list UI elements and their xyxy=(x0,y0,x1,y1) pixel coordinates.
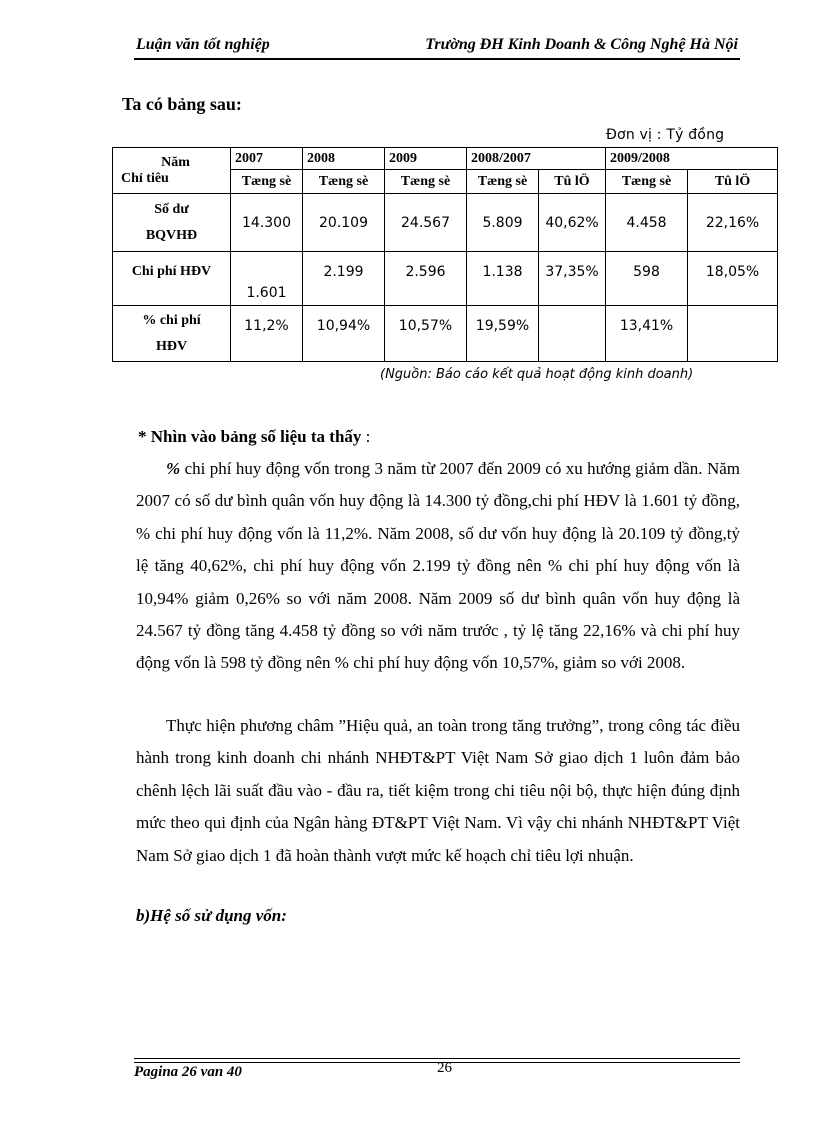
row-label xyxy=(113,194,231,252)
table-cell: 20.109 xyxy=(303,194,385,252)
table-cell xyxy=(688,306,778,362)
table-cell: 22,16% xyxy=(688,194,778,252)
row-label: Chi phí HĐV xyxy=(113,252,231,306)
footer-rule xyxy=(134,1058,740,1059)
header-rule xyxy=(134,58,740,60)
table-cell: 40,62% xyxy=(539,194,606,252)
table-cell: 1.601 xyxy=(231,252,303,306)
table-cell: 2.596 xyxy=(385,252,467,306)
table-cell: 37,35% xyxy=(539,252,606,306)
footer-pagination: Pagina 26 van 40 xyxy=(134,1064,242,1080)
table-row xyxy=(113,306,778,362)
table-cell: 14.300 xyxy=(231,194,303,252)
corner-indicator-label: Chỉ tiêu xyxy=(121,170,169,186)
header-thesis-label: Luận văn tốt nghiệp xyxy=(136,36,270,53)
table-cell: 598 xyxy=(606,252,688,306)
table-cell: 19,59% xyxy=(467,306,539,362)
table-cell: 4.458 xyxy=(606,194,688,252)
paragraph-cost-analysis xyxy=(136,453,740,680)
subheader-ratio: Tû lÖ xyxy=(688,170,778,194)
observation-colon: : xyxy=(361,427,371,446)
year-header-2008: 2008 xyxy=(303,148,385,170)
table-cell: 13,41% xyxy=(606,306,688,362)
table-intro-heading: Ta có bảng sau: xyxy=(122,94,242,114)
year-header-2009-2008: 2009/2008 xyxy=(606,148,778,170)
subheader-total: Tæng sè xyxy=(467,170,539,194)
paragraph-text: chi phí huy động vốn trong 3 năm từ 2007 đến 2009 có xu hướng giảm dần. Năm 2007 có số dư bình quân vốn huy động là 14.300 tỷ đồng,chi phí HĐV là 1.601 tỷ đồng, % chi phí huy động vốn là 11,2%. Năm 2008, số dư vốn huy động là 20.109 tỷ đồng,tỷ lệ tăng 40,62%, chi phí huy động vốn 2.199 tỷ đồng nên % chi phí huy động vốn là 10,94% giảm 0,26% so với năm 2008. Năm 2009 số dư bình quân vốn huy động là 24.567 tỷ đồng tăng 4.458 tỷ đồng so với năm trước , tỷ lệ tăng 22,16% và chi phí huy động vốn là 598 tỷ đồng nên % chi phí huy động vốn 10,57%, giảm so với 2008. xyxy=(136,459,740,673)
table-corner-cell xyxy=(113,148,231,194)
observation-title: * Nhìn vào bảng số liệu ta thấy xyxy=(138,427,362,446)
paragraph-policy xyxy=(136,710,740,872)
table-row xyxy=(113,194,778,252)
table-source-note: (Nguồn: Báo cáo kết quả hoạt động kinh doanh) xyxy=(380,367,694,382)
observation-heading xyxy=(138,427,370,447)
table-cell: 10,57% xyxy=(385,306,467,362)
page-number: 26 xyxy=(437,1060,452,1076)
year-header-2008-2007: 2008/2007 xyxy=(467,148,606,170)
corner-year-label: Năm xyxy=(161,154,190,170)
table-cell: 18,05% xyxy=(688,252,778,306)
table-cell: 24.567 xyxy=(385,194,467,252)
row-label-line: BQVHĐ xyxy=(145,227,198,243)
table-cell xyxy=(539,306,606,362)
paragraph-text: Thực hiện phương châm ”Hiệu quả, an toàn trong tăng trưởng”, trong công tác điều hành trong kinh doanh chi nhánh NHĐT&PT Việt Nam Sở giao dịch 1 luôn đảm bảo chênh lệch lãi suất đầu vào - đầu ra, tiết kiệm trong chi tiêu nội bộ, thực hiện đúng định mức theo qui định của Ngân hàng ĐT&PT Việt Nam. Vì vậy chi nhánh NHĐT&PT Việt Nam Sở giao dịch 1 đã hoàn thành vượt mức kế hoạch chỉ tiêu lợi nhuận. xyxy=(136,716,740,865)
table-cell: 10,94% xyxy=(303,306,385,362)
unit-label: Đơn vị : Tỷ đồng xyxy=(606,127,725,143)
subheader-total: Tæng sè xyxy=(606,170,688,194)
row-label-line: % chi phí xyxy=(142,312,201,328)
table-row xyxy=(113,252,778,306)
capital-cost-table xyxy=(112,147,778,362)
table-cell: 2.199 xyxy=(303,252,385,306)
subheader-ratio: Tû lÖ xyxy=(539,170,606,194)
header-university: Trường ĐH Kinh Doanh & Công Nghệ Hà Nội xyxy=(425,36,738,53)
row-label-line: HĐV xyxy=(155,338,188,354)
table-cell: 1.138 xyxy=(467,252,539,306)
section-title: b)Hệ số sử dụng vốn: xyxy=(136,906,287,925)
table-cell: 11,2% xyxy=(231,306,303,362)
subheader-total: Tæng sè xyxy=(231,170,303,194)
year-header-2007: 2007 xyxy=(231,148,303,170)
percent-lead: % xyxy=(166,459,181,478)
row-label xyxy=(113,306,231,362)
page-header xyxy=(134,36,740,60)
subheader-total: Tæng sè xyxy=(303,170,385,194)
table-cell: 5.809 xyxy=(467,194,539,252)
year-header-2009: 2009 xyxy=(385,148,467,170)
subheader-total: Tæng sè xyxy=(385,170,467,194)
row-label-line: Số dư xyxy=(154,201,189,217)
